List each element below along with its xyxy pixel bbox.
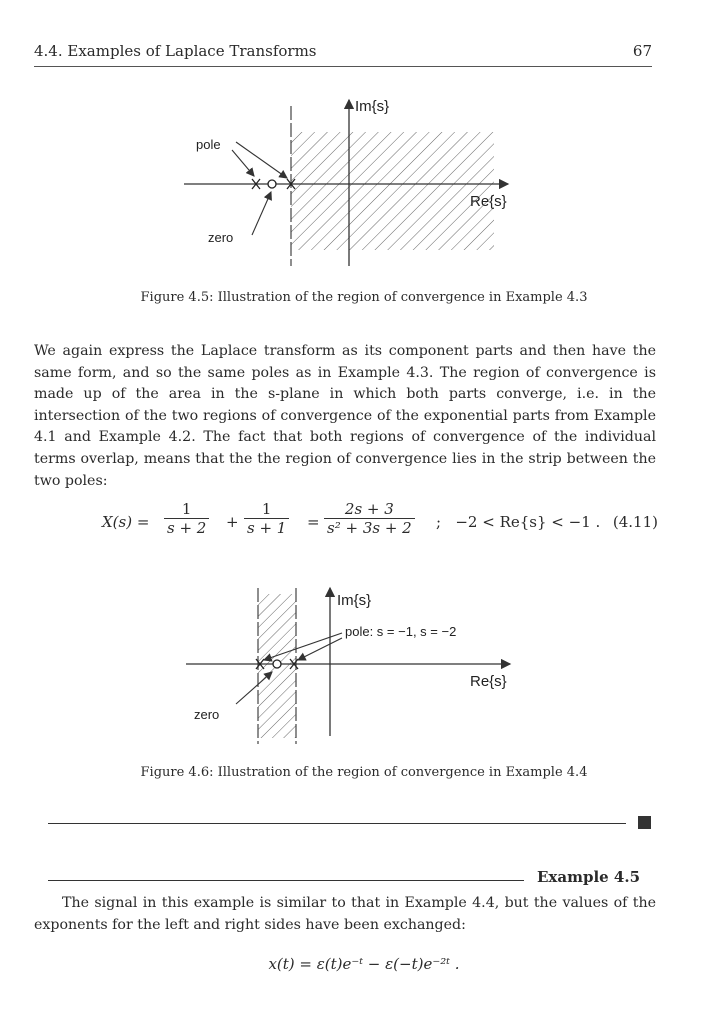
eq-number: (4.11) bbox=[612, 513, 658, 531]
end-of-example-marker bbox=[638, 816, 651, 829]
pole-arrow-2 bbox=[298, 638, 342, 660]
example-title: Example 4.5 bbox=[537, 868, 641, 886]
eq-condition: ; −2 < Re{s} < −1 . bbox=[436, 513, 601, 531]
eq-equals: = bbox=[307, 513, 320, 531]
re-axis-label: Re{s} bbox=[470, 193, 507, 210]
eq-fraction-3 bbox=[324, 500, 415, 537]
pole-arrow-2 bbox=[236, 142, 287, 178]
eq-fraction-2 bbox=[244, 500, 289, 537]
body-paragraph: We again express the Laplace transform as its component parts and then have the same form, and so the same poles as in Example 4.3. The region of convergence is made up of the area in the s-plane in which both parts converge, i.e. in the intersection of the two regions of convergence of the exponential parts from Example 4.1 and Example 4.2. The fact that both regions of convergence of the individual terms overlap, means that the the region of convergence lies in the strip between the two poles: bbox=[34, 343, 656, 489]
im-axis-label: Im{s} bbox=[355, 98, 390, 115]
eq-plus: + bbox=[226, 513, 239, 531]
section-title: 4.4. Examples of Laplace Transforms bbox=[34, 42, 317, 60]
zero-marker bbox=[268, 180, 276, 188]
zero-label: zero bbox=[194, 707, 220, 722]
pole-label: pole bbox=[196, 137, 221, 152]
example-rule bbox=[48, 880, 524, 881]
end-rule bbox=[48, 823, 626, 824]
zero-label: zero bbox=[208, 230, 234, 245]
eq-frac1-den: s + 2 bbox=[167, 519, 207, 537]
im-axis-label: Im{s} bbox=[337, 592, 372, 609]
pole-arrow-1 bbox=[232, 150, 254, 176]
eq-frac3-den: s² + 3s + 2 bbox=[327, 519, 412, 537]
running-header bbox=[34, 42, 652, 67]
eq-frac3-num: 2s + 3 bbox=[324, 500, 415, 519]
figure-4-6-caption: Figure 4.6: Illustration of the region of convergence in Example 4.4 bbox=[140, 765, 588, 780]
equation-4-11 bbox=[102, 500, 658, 550]
roc-region bbox=[291, 132, 494, 250]
figure-4-5 bbox=[0, 90, 728, 280]
re-axis-label: Re{s} bbox=[470, 673, 507, 690]
figure-4-5-caption: Figure 4.5: Illustration of the region of convergence in Example 4.3 bbox=[140, 290, 588, 305]
page-number: 67 bbox=[632, 42, 652, 60]
example-paragraph: The signal in this example is similar to that in Example 4.4, but the values of the exponents for the left and right sides have been exchanged: bbox=[34, 895, 656, 933]
zero-arrow bbox=[252, 192, 271, 235]
eq-frac2-den: s + 1 bbox=[247, 519, 287, 537]
figure-4-6 bbox=[0, 580, 728, 750]
eq-fraction-1 bbox=[164, 500, 209, 537]
eq-frac2-num: 1 bbox=[244, 500, 289, 519]
eq-lhs: X(s) = bbox=[102, 513, 150, 531]
zero-marker bbox=[273, 660, 281, 668]
pole-label: pole: s = −1, s = −2 bbox=[345, 624, 457, 639]
example-formula: x(t) = ε(t)e⁻ᵗ − ε(−t)e⁻²ᵗ . bbox=[268, 955, 460, 973]
eq-frac1-num: 1 bbox=[164, 500, 209, 519]
